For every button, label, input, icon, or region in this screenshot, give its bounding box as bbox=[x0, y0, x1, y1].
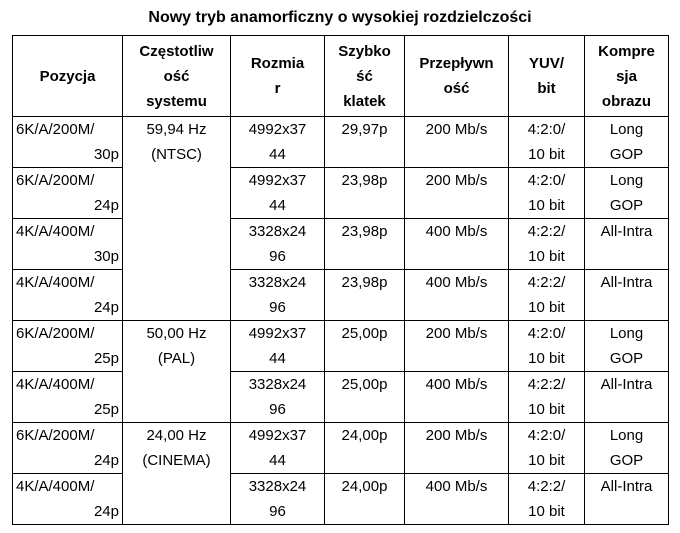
cell-szybkosc bbox=[325, 270, 405, 321]
cell-przeplywnosc-line: 400 Mb/s bbox=[425, 376, 488, 393]
cell-pozycja bbox=[13, 474, 123, 525]
cell-yuv-line: 10 bit bbox=[528, 503, 565, 520]
cell-przeplywnosc-line: 200 Mb/s bbox=[425, 325, 488, 342]
cell-czestotliwosc-line: (CINEMA) bbox=[142, 452, 211, 469]
cell-rozmiar bbox=[231, 117, 325, 168]
cell-yuv bbox=[509, 372, 585, 423]
cell-szybkosc-line: 24,00p bbox=[341, 478, 388, 495]
header-czestotliwosc-line: Częstotliw bbox=[139, 42, 214, 60]
header-czestotliwosc bbox=[123, 36, 231, 117]
cell-szybkosc bbox=[325, 321, 405, 372]
cell-kompresja-line: GOP bbox=[609, 197, 644, 214]
cell-czestotliwosc-line: (PAL) bbox=[157, 350, 196, 367]
cell-pozycja bbox=[13, 423, 123, 474]
table-row bbox=[13, 117, 669, 168]
cell-rozmiar bbox=[231, 219, 325, 270]
header-row bbox=[13, 36, 669, 117]
cell-kompresja-line: GOP bbox=[609, 452, 644, 469]
cell-rozmiar-line: 3328x24 bbox=[248, 223, 307, 240]
cell-czestotliwosc-line: (NTSC) bbox=[151, 146, 202, 163]
cell-yuv bbox=[509, 423, 585, 474]
cell-czestotliwosc bbox=[123, 117, 231, 321]
cell-yuv bbox=[509, 321, 585, 372]
cell-pozycja bbox=[13, 372, 123, 423]
cell-szybkosc-line: 25,00p bbox=[341, 325, 388, 342]
cell-przeplywnosc bbox=[405, 372, 509, 423]
cell-przeplywnosc bbox=[405, 117, 509, 168]
cell-pozycja-line: 4K/A/400M/ bbox=[16, 376, 95, 393]
cell-rozmiar-line: 4992x37 bbox=[248, 325, 307, 342]
cell-szybkosc bbox=[325, 117, 405, 168]
cell-szybkosc-line: 23,98p bbox=[341, 274, 388, 291]
header-przeplywnosc-line: Przepływn bbox=[419, 55, 494, 72]
cell-yuv-line: 4:2:0/ bbox=[527, 172, 566, 189]
cell-rozmiar-line: 3328x24 bbox=[248, 478, 307, 495]
cell-rozmiar-line: 44 bbox=[269, 197, 286, 214]
header-pozycja-line: Pozycja bbox=[39, 67, 96, 85]
cell-kompresja-line: GOP bbox=[609, 146, 644, 163]
cell-kompresja bbox=[585, 372, 669, 423]
header-yuv bbox=[509, 36, 585, 117]
header-kompresja-line: Kompre bbox=[598, 42, 655, 60]
cell-kompresja-line: Long bbox=[609, 121, 644, 138]
cell-yuv bbox=[509, 117, 585, 168]
cell-szybkosc-line: 23,98p bbox=[341, 223, 388, 240]
table-row bbox=[13, 423, 669, 474]
cell-kompresja-line: All-Intra bbox=[600, 376, 653, 393]
cell-kompresja bbox=[585, 423, 669, 474]
cell-kompresja bbox=[585, 270, 669, 321]
cell-szybkosc bbox=[325, 372, 405, 423]
cell-kompresja bbox=[585, 321, 669, 372]
cell-yuv-line: 4:2:0/ bbox=[527, 121, 566, 138]
cell-przeplywnosc-line: 400 Mb/s bbox=[425, 223, 488, 240]
cell-yuv bbox=[509, 270, 585, 321]
cell-przeplywnosc bbox=[405, 270, 509, 321]
header-rozmiar-line: Rozmia bbox=[250, 55, 305, 72]
cell-yuv-line: 4:2:2/ bbox=[527, 376, 566, 393]
cell-przeplywnosc bbox=[405, 219, 509, 270]
cell-kompresja-line: GOP bbox=[609, 350, 644, 367]
cell-yuv-line: 10 bit bbox=[528, 350, 565, 367]
cell-rozmiar-line: 96 bbox=[269, 503, 286, 520]
header-rozmiar-line: r bbox=[274, 80, 281, 97]
table-row bbox=[13, 372, 669, 423]
cell-przeplywnosc-line: 200 Mb/s bbox=[425, 121, 488, 138]
cell-rozmiar-line: 44 bbox=[269, 452, 286, 469]
cell-yuv bbox=[509, 219, 585, 270]
cell-rozmiar bbox=[231, 168, 325, 219]
cell-rozmiar-line: 3328x24 bbox=[248, 274, 307, 291]
table-header bbox=[13, 36, 669, 117]
header-szybkosc-line: klatek bbox=[343, 92, 386, 110]
cell-przeplywnosc-line: 200 Mb/s bbox=[425, 427, 488, 444]
cell-pozycja-line: 24p bbox=[93, 299, 119, 316]
cell-pozycja-line: 24p bbox=[93, 452, 119, 469]
header-szybkosc-line: Szybko bbox=[338, 42, 391, 60]
cell-szybkosc-line: 29,97p bbox=[341, 121, 388, 138]
header-rozmiar bbox=[231, 36, 325, 117]
cell-pozycja bbox=[13, 270, 123, 321]
cell-rozmiar-line: 96 bbox=[269, 248, 286, 265]
table-title: Nowy tryb anamorficzny o wysokiej rozdzielczości bbox=[148, 9, 532, 26]
header-yuv-line: bit bbox=[537, 80, 556, 97]
cell-kompresja-line: Long bbox=[609, 172, 644, 189]
cell-czestotliwosc-line: 59,94 Hz bbox=[146, 121, 207, 138]
cell-yuv-line: 4:2:2/ bbox=[527, 274, 566, 291]
cell-pozycja-line: 25p bbox=[93, 350, 119, 367]
cell-yuv-line: 4:2:0/ bbox=[527, 427, 566, 444]
cell-czestotliwosc bbox=[123, 321, 231, 423]
cell-kompresja-line: Long bbox=[609, 427, 644, 444]
cell-rozmiar-line: 4992x37 bbox=[248, 172, 307, 189]
cell-rozmiar-line: 44 bbox=[269, 146, 286, 163]
cell-rozmiar-line: 44 bbox=[269, 350, 286, 367]
cell-yuv bbox=[509, 474, 585, 525]
cell-czestotliwosc-line: 24,00 Hz bbox=[146, 427, 207, 444]
cell-przeplywnosc bbox=[405, 474, 509, 525]
cell-rozmiar-line: 96 bbox=[269, 299, 286, 316]
header-pozycja bbox=[13, 36, 123, 117]
header-czestotliwosc-line: systemu bbox=[146, 92, 207, 110]
table-row bbox=[13, 270, 669, 321]
cell-kompresja bbox=[585, 474, 669, 525]
cell-yuv-line: 10 bit bbox=[528, 401, 565, 418]
header-przeplywnosc-line: ość bbox=[443, 80, 470, 97]
cell-pozycja-line: 4K/A/400M/ bbox=[16, 274, 95, 291]
cell-pozycja-line: 25p bbox=[93, 401, 119, 418]
cell-szybkosc bbox=[325, 219, 405, 270]
cell-rozmiar bbox=[231, 372, 325, 423]
cell-rozmiar bbox=[231, 321, 325, 372]
table-row bbox=[13, 168, 669, 219]
cell-yuv-line: 4:2:2/ bbox=[527, 223, 566, 240]
cell-kompresja-line: Long bbox=[609, 325, 644, 342]
cell-rozmiar-line: 96 bbox=[269, 401, 286, 418]
spec-table bbox=[12, 35, 669, 525]
cell-rozmiar-line: 4992x37 bbox=[248, 121, 307, 138]
cell-kompresja-line: All-Intra bbox=[600, 478, 653, 495]
cell-pozycja-line: 30p bbox=[93, 146, 119, 163]
cell-szybkosc bbox=[325, 423, 405, 474]
cell-pozycja bbox=[13, 219, 123, 270]
cell-yuv-line: 10 bit bbox=[528, 197, 565, 214]
cell-czestotliwosc bbox=[123, 423, 231, 525]
cell-kompresja bbox=[585, 117, 669, 168]
cell-pozycja-line: 24p bbox=[93, 503, 119, 520]
cell-yuv-line: 4:2:0/ bbox=[527, 325, 566, 342]
header-kompresja-line: sja bbox=[616, 67, 637, 85]
cell-przeplywnosc bbox=[405, 168, 509, 219]
cell-przeplywnosc bbox=[405, 423, 509, 474]
header-szybkosc-line: ść bbox=[356, 67, 373, 85]
cell-czestotliwosc-line: 50,00 Hz bbox=[146, 325, 207, 342]
cell-kompresja-line: All-Intra bbox=[600, 274, 653, 291]
cell-szybkosc-line: 25,00p bbox=[341, 376, 388, 393]
cell-pozycja bbox=[13, 168, 123, 219]
cell-rozmiar bbox=[231, 423, 325, 474]
cell-yuv bbox=[509, 168, 585, 219]
header-kompresja-line: obrazu bbox=[601, 92, 652, 110]
header-yuv-line: YUV/ bbox=[528, 55, 564, 72]
cell-pozycja-line: 6K/A/200M/ bbox=[16, 325, 95, 342]
header-szybkosc bbox=[325, 36, 405, 117]
cell-rozmiar bbox=[231, 270, 325, 321]
cell-pozycja-line: 24p bbox=[93, 197, 119, 214]
cell-pozycja-line: 6K/A/200M/ bbox=[16, 427, 95, 444]
table-row bbox=[13, 219, 669, 270]
cell-pozycja-line: 4K/A/400M/ bbox=[16, 478, 95, 495]
cell-kompresja-line: All-Intra bbox=[600, 223, 653, 240]
cell-rozmiar-line: 4992x37 bbox=[248, 427, 307, 444]
cell-kompresja bbox=[585, 168, 669, 219]
cell-przeplywnosc-line: 400 Mb/s bbox=[425, 478, 488, 495]
table-row bbox=[13, 474, 669, 525]
header-kompresja bbox=[585, 36, 669, 117]
cell-yuv-line: 10 bit bbox=[528, 452, 565, 469]
cell-szybkosc-line: 23,98p bbox=[341, 172, 388, 189]
cell-yuv-line: 10 bit bbox=[528, 299, 565, 316]
cell-kompresja bbox=[585, 219, 669, 270]
table-body bbox=[13, 117, 669, 525]
cell-pozycja bbox=[13, 117, 123, 168]
cell-pozycja-line: 6K/A/200M/ bbox=[16, 121, 95, 138]
cell-yuv-line: 4:2:2/ bbox=[527, 478, 566, 495]
cell-szybkosc bbox=[325, 168, 405, 219]
cell-pozycja-line: 30p bbox=[93, 248, 119, 265]
header-przeplywnosc bbox=[405, 36, 509, 117]
cell-yuv-line: 10 bit bbox=[528, 248, 565, 265]
table-row bbox=[13, 321, 669, 372]
cell-pozycja-line: 6K/A/200M/ bbox=[16, 172, 95, 189]
cell-szybkosc-line: 24,00p bbox=[341, 427, 388, 444]
cell-pozycja-line: 4K/A/400M/ bbox=[16, 223, 95, 240]
cell-przeplywnosc-line: 400 Mb/s bbox=[425, 274, 488, 291]
cell-rozmiar-line: 3328x24 bbox=[248, 376, 307, 393]
cell-pozycja bbox=[13, 321, 123, 372]
cell-szybkosc bbox=[325, 474, 405, 525]
cell-yuv-line: 10 bit bbox=[528, 146, 565, 163]
cell-rozmiar bbox=[231, 474, 325, 525]
cell-przeplywnosc-line: 200 Mb/s bbox=[425, 172, 488, 189]
header-czestotliwosc-line: ość bbox=[163, 67, 190, 85]
cell-przeplywnosc bbox=[405, 321, 509, 372]
